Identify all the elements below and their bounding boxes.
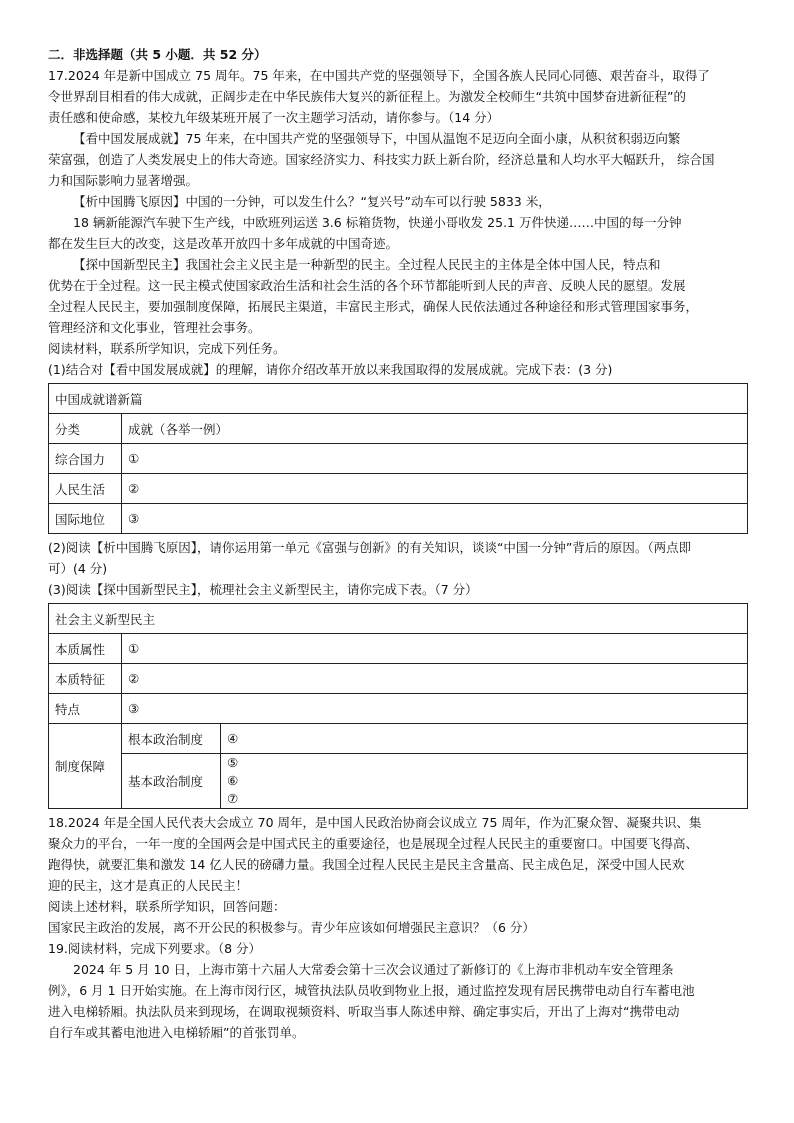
subquestion-2: 可）(4 分) (48, 561, 108, 576)
answer-cell[interactable] (122, 444, 748, 474)
table-row (49, 664, 748, 694)
answer-mark: ⑤ (227, 755, 239, 770)
table-header-achievement: 成就（各举一例） (122, 414, 748, 444)
answer-mark: ③ (128, 511, 140, 526)
category-cell: 人民生活 (49, 474, 122, 504)
table-row (49, 504, 748, 534)
answer-mark: ⑥ (227, 773, 239, 788)
table-row (49, 754, 748, 809)
answer-cell[interactable] (122, 474, 748, 504)
q19-line: 2024 年 5 月 10 日，上海市第十六届人大常委会第十三次会议通过了新修订的《上海市非机动车安全管理条 (73, 962, 674, 977)
answer-cell[interactable] (122, 504, 748, 534)
q18-line: 阅读上述材料，联系所学知识，回答问题： (48, 899, 286, 914)
q18-line: 迎的民主，这才是真正的人民民主！ (48, 878, 249, 893)
answer-mark: ① (128, 641, 140, 656)
answer-mark: ⑦ (227, 791, 239, 806)
material-reason-line: 都在发生巨大的改变，这是改革开放四十多年成就的中国奇迹。 (48, 236, 399, 251)
answer-cell[interactable] (221, 754, 748, 809)
q17-intro-line: 令世界刮目相看的伟大成就，正阔步走在中华民族伟大复兴的新征程上。为激发全校师生“共筑中国梦奋进新征程”的 (48, 89, 686, 104)
answer-cell[interactable] (221, 724, 748, 754)
basic-system-label: 基本政治制度 (122, 754, 221, 809)
material-democracy-line: 优势在于全过程。这一民主模式使国家政治生活和社会生活的各个环节都能听到人民的声音、反映人民的愿望。发展 (48, 278, 686, 293)
q17-intro-line: 17.2024 年是新中国成立 75 周年。75 年来，在中国共产党的坚强领导下，全国各族人民同心同德、艰苦奋斗，取得了 (48, 68, 710, 83)
category-cell: 国际地位 (49, 504, 122, 534)
answer-mark: ③ (128, 701, 140, 716)
table-row (49, 604, 748, 634)
table-row (49, 444, 748, 474)
table-row (49, 414, 748, 444)
answer-mark: ② (128, 481, 140, 496)
root-system-label: 根本政治制度 (122, 724, 221, 754)
label-cell: 本质属性 (49, 634, 122, 664)
subquestion-3: (3)阅读【探中国新型民主】，梳理社会主义新型民主，请你完成下表。（7 分） (48, 582, 478, 597)
table-row (49, 384, 748, 414)
task-instruction: 阅读材料，联系所学知识，完成下列任务。 (48, 341, 286, 356)
system-guarantee-label: 制度保障 (49, 724, 122, 809)
q18-line: 聚众力的平台，一年一度的全国两会是中国式民主的重要途径，也是展现全过程人民民主的重要窗口。中国要飞得高、 (48, 836, 699, 851)
answer-cell[interactable] (122, 664, 748, 694)
answer-mark: ① (128, 451, 140, 466)
section-title: 二．非选择题（共 5 小题．共 52 分） (48, 47, 267, 62)
achievements-table (48, 383, 748, 534)
table-header-category: 分类 (49, 414, 122, 444)
exam-page (48, 44, 756, 1043)
answer-mark: ④ (227, 731, 239, 746)
material-democracy-line: 【探中国新型民主】我国社会主义民主是一种新型的民主。全过程人民民主的主体是全体中国人民，特点和 (73, 257, 661, 272)
q19-line: 例》，6 月 1 日开始实施。在上海市闵行区，城管执法队员收到物业上报，通过监控发现有居民携带电动自行车蓄电池 (48, 983, 695, 998)
material-reason-line: 18 辆新能源汽车驶下生产线，中欧班列运送 3.6 标箱货物，快递小哥收发 25.1 万件快递……中国的每一分钟 (73, 215, 682, 230)
material-development-line: 力和国际影响力显著增强。 (48, 173, 199, 188)
q18-line: 跑得快，就要汇集和激发 14 亿人民的磅礴力量。我国全过程人民民主是民主含量高、民主成色足，深受中国人民欢 (48, 857, 685, 872)
q19-line: 自行车或其蓄电池进入电梯轿厢”的首张罚单。 (48, 1025, 305, 1040)
material-development-line: 荣富强，创造了人类发展史上的伟大奇迹。国家经济实力、科技实力跃上新台阶，经济总量和人均水平大幅跃升， 综合国 (48, 152, 715, 167)
table-row (49, 724, 748, 754)
q19-line: 进入电梯轿厢。执法队员来到现场，在调取视频资料、听取当事人陈述申辩、确定事实后，开出了上海对“携带电动 (48, 1004, 680, 1019)
material-democracy-line: 管理经济和文化事业，管理社会事务。 (48, 320, 261, 335)
table-row (49, 634, 748, 664)
material-development-line: 【看中国发展成就】75 年来，在中国共产党的坚强领导下，中国从温饱不足迈向全面小康，从积贫积弱迈向繁 (73, 131, 681, 146)
table-row (49, 474, 748, 504)
category-cell: 综合国力 (49, 444, 122, 474)
democracy-table (48, 603, 748, 809)
table-row (49, 694, 748, 724)
table-title: 社会主义新型民主 (49, 604, 748, 634)
table-title: 中国成就谱新篇 (49, 384, 748, 414)
answer-cell[interactable] (122, 694, 748, 724)
answer-mark: ② (128, 671, 140, 686)
q19-title: 19.阅读材料，完成下列要求。（8 分） (48, 941, 262, 956)
label-cell: 特点 (49, 694, 122, 724)
subquestion-2: (2)阅读【析中国腾飞原因】，请你运用第一单元《富强与创新》的有关知识，谈谈“中国一分钟”背后的原因。（两点即 (48, 540, 692, 555)
q18-question: 国家民主政治的发展，离不开公民的积极参与。青少年应该如何增强民主意识？（6 分） (48, 920, 535, 935)
label-cell: 本质特征 (49, 664, 122, 694)
q17-intro-line: 责任感和使命感，某校九年级某班开展了一次主题学习活动，请你参与。（14 分） (48, 110, 500, 125)
q18-line: 18.2024 年是全国人民代表大会成立 70 周年，是中国人民政治协商会议成立 75 周年，作为汇聚众智、凝聚共识、集 (48, 815, 702, 830)
material-reason-line: 【析中国腾飞原因】中国的一分钟，可以发生什么？“复兴号”动车可以行驶 5833 米， (73, 194, 551, 209)
subquestion-1: (1)结合对【看中国发展成就】的理解，请你介绍改革开放以来我国取得的发展成就。完成下表：(3 分) (48, 362, 613, 377)
material-democracy-line: 全过程人民民主，要加强制度保障，拓展民主渠道，丰富民主形式，确保人民依法通过各种途径和形式管理国家事务， (48, 299, 699, 314)
answer-cell[interactable] (122, 634, 748, 664)
